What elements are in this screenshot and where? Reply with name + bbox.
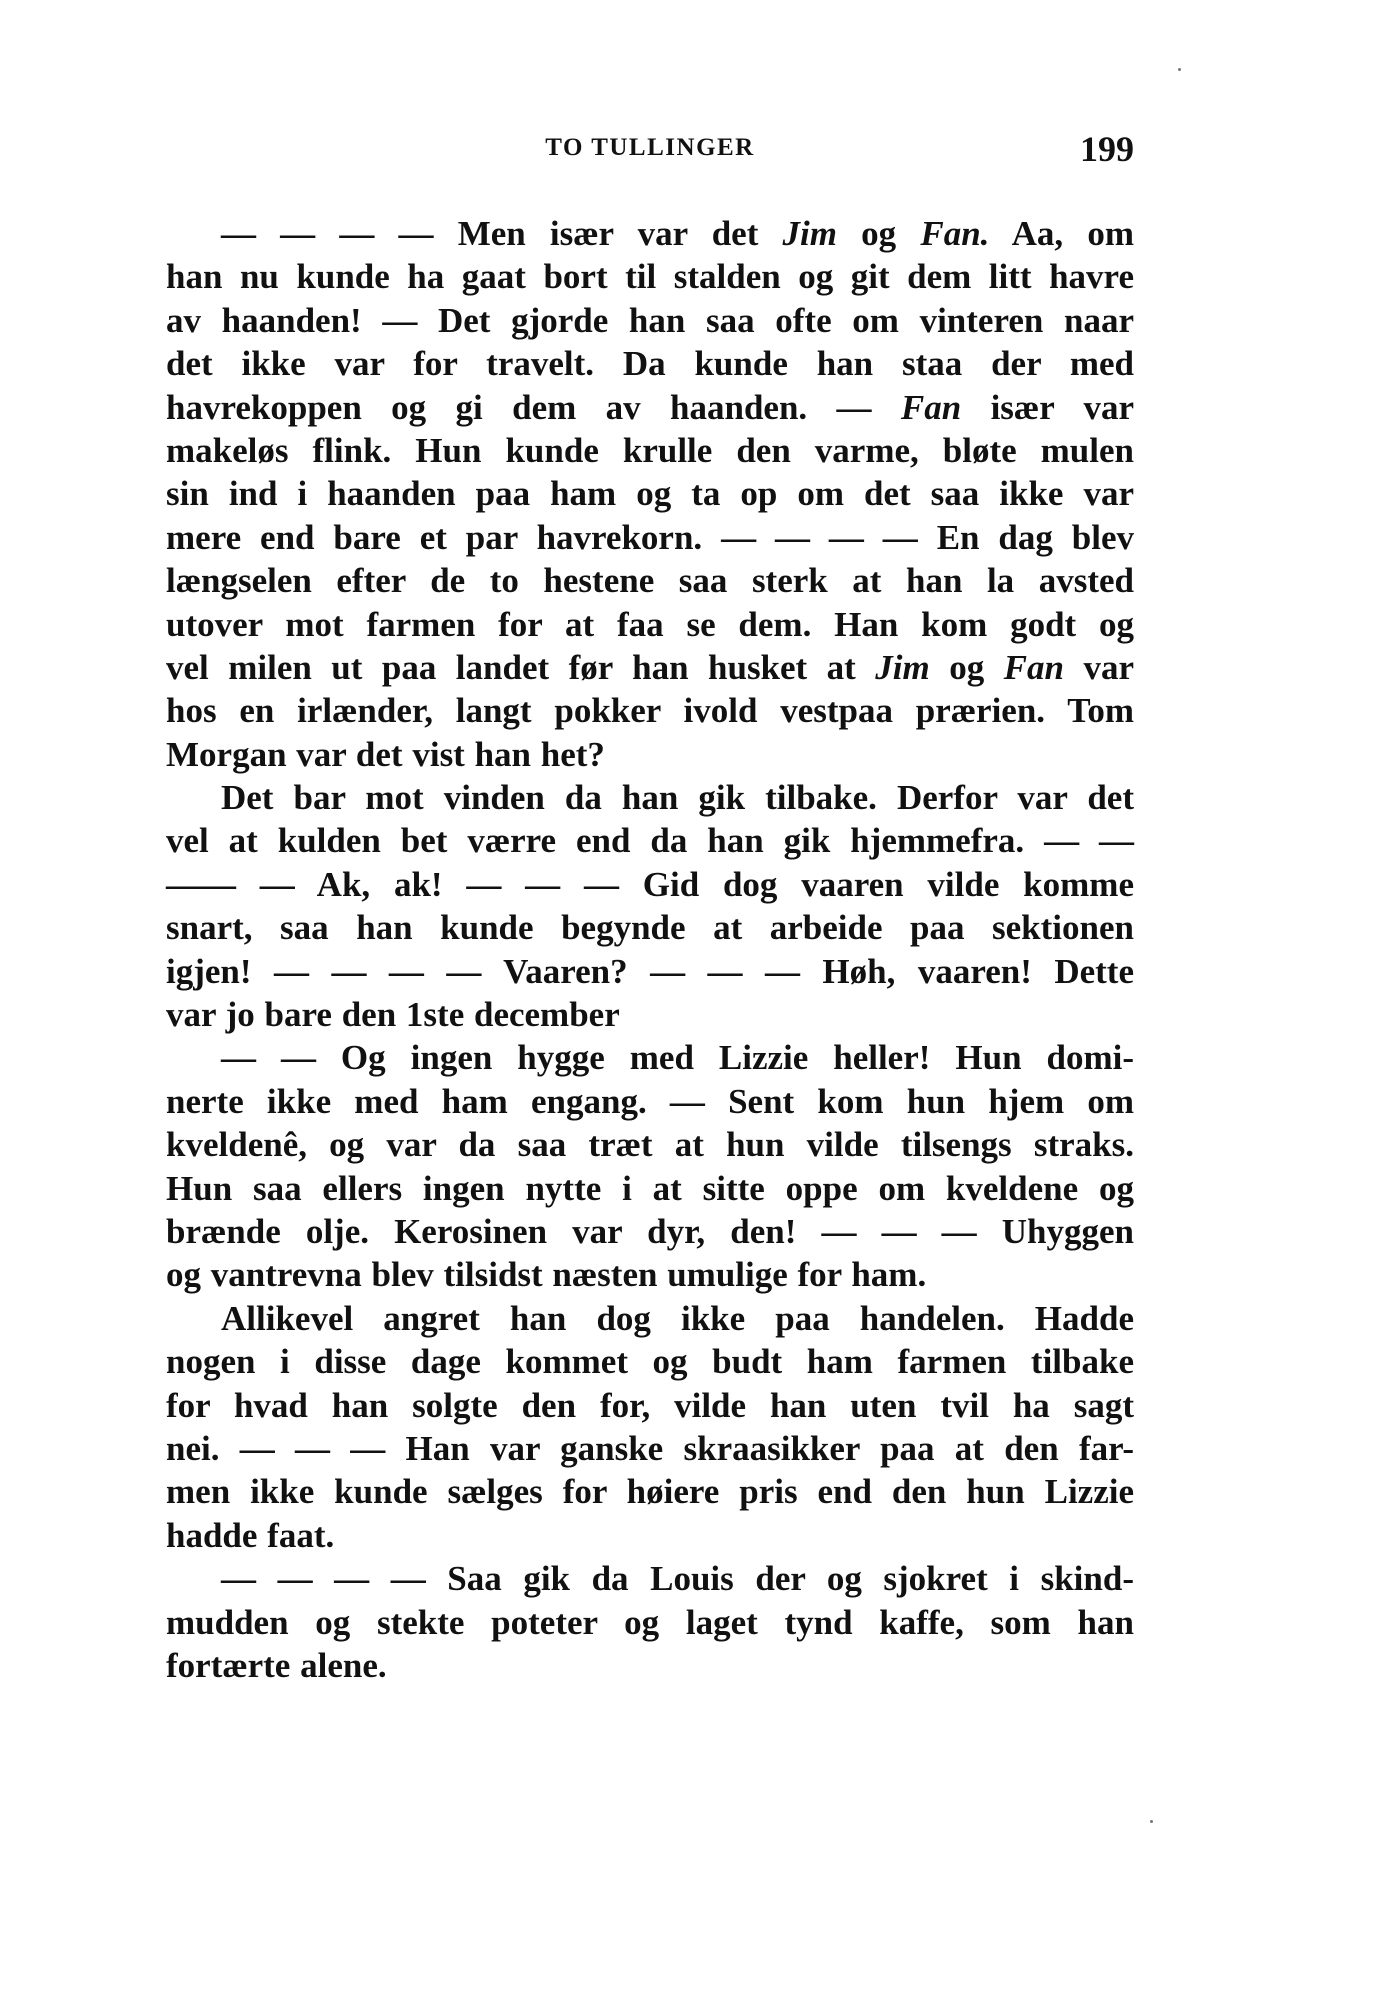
text-run: Hun saa ellers ingen nytte i at sitte oppe om kveldene og [166, 1168, 1134, 1208]
text-run: snart, saa han kunde begynde at arbeide paa sektionen [166, 908, 1134, 948]
text-line [166, 1297, 1134, 1340]
italic-name: Fan [1003, 647, 1064, 687]
text-line [166, 1080, 1134, 1123]
text-run: Morgan var det vist han het? [166, 734, 605, 774]
text-line [166, 1253, 1134, 1296]
text-run: sin ind i haanden paa ham og ta op om det saa ikke var [166, 474, 1134, 514]
text-run: makeløs flink. Hun kunde krulle den varme, bløte mulen [166, 430, 1134, 470]
text-line [166, 733, 1134, 776]
text-run: utover mot farmen for at faa se dem. Han kom godt og [166, 604, 1134, 644]
text-run: det ikke var for travelt. Da kunde han staa der med [166, 344, 1134, 384]
text-line [166, 386, 1134, 429]
text-run: av haanden! — Det gjorde han saa ofte om vinteren naar [166, 300, 1134, 340]
text-line [166, 863, 1134, 906]
text-line [166, 1210, 1134, 1253]
text-line [166, 429, 1134, 472]
text-line [166, 1427, 1134, 1470]
italic-name: Fan [900, 387, 962, 427]
text-run: Aa, om [989, 214, 1135, 253]
text-run: vel at kulden bet værre end da han gik hjemmefra. — — [166, 821, 1134, 861]
text-run: mudden og stekte poteter og laget tynd kaffe, som han [166, 1602, 1134, 1642]
text-line [166, 1557, 1134, 1600]
italic-name: Jim [782, 214, 837, 253]
body-text [166, 212, 1134, 1687]
text-run: han nu kunde ha gaat bort til stalden og git dem litt havre [166, 257, 1134, 297]
text-line [166, 776, 1134, 819]
text-line [166, 1644, 1134, 1687]
text-line [166, 1167, 1134, 1210]
scan-speck [1150, 1820, 1153, 1823]
text-line [166, 906, 1134, 949]
text-run: fortærte alene. [166, 1645, 387, 1685]
text-run: og [929, 647, 1004, 687]
text-run: vel milen ut paa landet før han husket at [166, 647, 876, 687]
text-run: Det bar mot vinden da han gik tilbake. Derfor var det [221, 778, 1134, 818]
text-run: —— — Ak, ak! — — — Gid dog vaaren vilde komme [166, 864, 1134, 904]
text-line [166, 212, 1134, 255]
text-run: længselen efter de to hestene saa sterk at han la avsted [166, 561, 1134, 601]
text-run: — — Og ingen hygge med Lizzie heller! Hun domi- [221, 1038, 1134, 1078]
text-run: var [1063, 647, 1134, 687]
text-line [166, 559, 1134, 602]
text-line [166, 1036, 1134, 1079]
text-line [166, 603, 1134, 646]
text-line [166, 1470, 1134, 1513]
text-line [166, 689, 1134, 732]
text-run: Allikevel angret han dog ikke paa handelen. Hadde [221, 1298, 1134, 1338]
text-run: nogen i disse dage kommet og budt ham farmen tilbake [166, 1342, 1134, 1382]
text-line [166, 1340, 1134, 1383]
text-run: for hvad han solgte den for, vilde han uten tvil ha sagt [166, 1385, 1134, 1425]
text-run: havrekoppen og gi dem av haanden. — [166, 387, 901, 427]
text-run: kveldenê, og var da saa træt at hun vilde tilsengs straks. [166, 1125, 1134, 1165]
text-line [166, 342, 1134, 385]
text-line [166, 1601, 1134, 1644]
text-run: men ikke kunde sælges for høiere pris end den hun Lizzie [166, 1472, 1134, 1512]
text-line [166, 1123, 1134, 1166]
text-run: igjen! — — — — Vaaren? — — — Høh, vaaren! Dette [166, 951, 1134, 991]
text-run: nerte ikke med ham engang. — Sent kom hun hjem om [166, 1081, 1134, 1121]
text-line [166, 255, 1134, 298]
text-line [166, 993, 1134, 1036]
text-run: hos en irlænder, langt pokker ivold vestpaa prærien. Tom [166, 691, 1134, 731]
italic-name: Fan. [920, 214, 990, 253]
text-run: og vantrevna blev tilsidst næsten umulige for ham. [166, 1255, 927, 1295]
running-header [166, 128, 1134, 168]
text-run: og [836, 214, 921, 253]
text-line [166, 819, 1134, 862]
text-line [166, 1384, 1134, 1427]
text-line [166, 950, 1134, 993]
running-title: TO TULLINGER [545, 134, 755, 161]
text-run: var jo bare den 1ste december [166, 995, 620, 1035]
text-run: — — — — Saa gik da Louis der og sjokret i skind- [221, 1559, 1134, 1599]
page-number: 199 [1080, 129, 1134, 169]
text-line [166, 299, 1134, 342]
text-run: hadde faat. [166, 1515, 335, 1555]
scan-speck [1178, 68, 1181, 71]
text-run: mere end bare et par havrekorn. — — — — En dag blev [166, 517, 1134, 557]
text-run: især var [961, 387, 1134, 427]
text-run: — — — — Men især var det [221, 214, 783, 253]
italic-name: Jim [875, 647, 930, 687]
text-line [166, 472, 1134, 515]
text-run: brænde olje. Kerosinen var dyr, den! — — — Uhyggen [166, 1211, 1134, 1251]
text-line [166, 1514, 1134, 1557]
text-run: nei. — — — Han var ganske skraasikker paa at den far- [166, 1428, 1134, 1468]
text-line [166, 516, 1134, 559]
text-line [166, 646, 1134, 689]
